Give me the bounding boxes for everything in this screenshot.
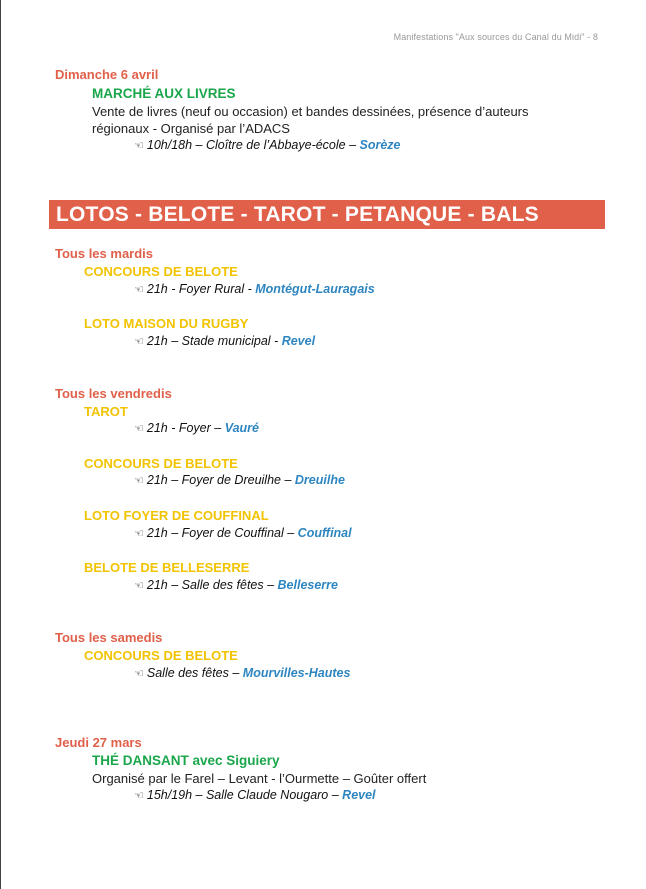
event-title: CONCOURS DE BELOTE [84, 456, 238, 471]
pointing-hand-icon: ☜ [134, 336, 144, 348]
event-location: Sorèze [359, 138, 401, 152]
pointing-hand-icon: ☜ [134, 790, 144, 802]
event-time-place: 21h – Stade municipal - [146, 334, 282, 348]
event-title: MARCHÉ AUX LIVRES [92, 86, 236, 101]
event-info [134, 334, 315, 348]
event-time-place: 10h/18h – Cloître de l’Abbaye-école – [146, 138, 360, 152]
event-description: Organisé par le Farel – Levant - l’Ourmette – Goûter offert [92, 771, 427, 786]
event-title: BELOTE DE BELLESERRE [84, 560, 250, 575]
event-title: THÉ DANSANT avec Siguiery [92, 753, 280, 768]
event-description: régionaux - Organisé par l’ADACS [92, 121, 290, 136]
event-time-place: 21h - Foyer Rural - [146, 282, 256, 296]
event-time-place: Salle des fêtes – [146, 666, 243, 680]
event-title: TAROT [84, 404, 128, 419]
event-location: Couffinal [297, 526, 352, 540]
event-info [134, 473, 345, 487]
pointing-hand-icon: ☜ [134, 580, 144, 592]
page-left-border [0, 0, 1, 889]
event-info [134, 282, 375, 296]
day-heading: Tous les vendredis [55, 386, 172, 401]
pointing-hand-icon: ☜ [134, 284, 144, 296]
day-heading: Jeudi 27 mars [55, 735, 142, 750]
day-heading: Tous les mardis [55, 246, 154, 261]
event-info [134, 421, 259, 435]
event-title: CONCOURS DE BELOTE [84, 264, 238, 279]
event-location: Revel [281, 334, 316, 348]
event-title: LOTO FOYER DE COUFFINAL [84, 508, 269, 523]
pointing-hand-icon: ☜ [134, 528, 144, 540]
event-description: Vente de livres (neuf ou occasion) et bandes dessinées, présence d’auteurs [92, 104, 529, 119]
event-time-place: 21h – Foyer de Dreuilhe – [146, 473, 295, 487]
pointing-hand-icon: ☜ [134, 423, 144, 435]
event-location: Belleserre [277, 578, 338, 592]
pointing-hand-icon: ☜ [134, 140, 144, 152]
event-info [134, 666, 350, 680]
event-location: Dreuilhe [294, 473, 345, 487]
event-location: Revel [342, 788, 376, 802]
event-title: CONCOURS DE BELOTE [84, 648, 238, 663]
event-title: LOTO MAISON DU RUGBY [84, 316, 249, 331]
event-info [134, 526, 352, 540]
event-location: Montégut-Lauragais [255, 282, 375, 296]
event-info [134, 788, 376, 802]
day-heading: Dimanche 6 avril [55, 67, 159, 82]
event-time-place: 21h - Foyer – [146, 421, 225, 435]
event-location: Mourvilles-Hautes [242, 666, 351, 680]
pointing-hand-icon: ☜ [134, 475, 144, 487]
page-header: Manifestations "Aux sources du Canal du Midi" - 8 [393, 32, 598, 42]
day-heading: Tous les samedis [55, 630, 163, 645]
event-info [134, 138, 401, 152]
event-time-place: 21h – Foyer de Couffinal – [146, 526, 298, 540]
category-banner: LOTOS - BELOTE - TAROT - PETANQUE - BALS [49, 200, 605, 229]
pointing-hand-icon: ☜ [134, 668, 144, 680]
event-time-place: 15h/19h – Salle Claude Nougaro – [146, 788, 343, 802]
event-location: Vauré [224, 421, 259, 435]
event-time-place: 21h – Salle des fêtes – [146, 578, 278, 592]
event-info [134, 578, 338, 592]
